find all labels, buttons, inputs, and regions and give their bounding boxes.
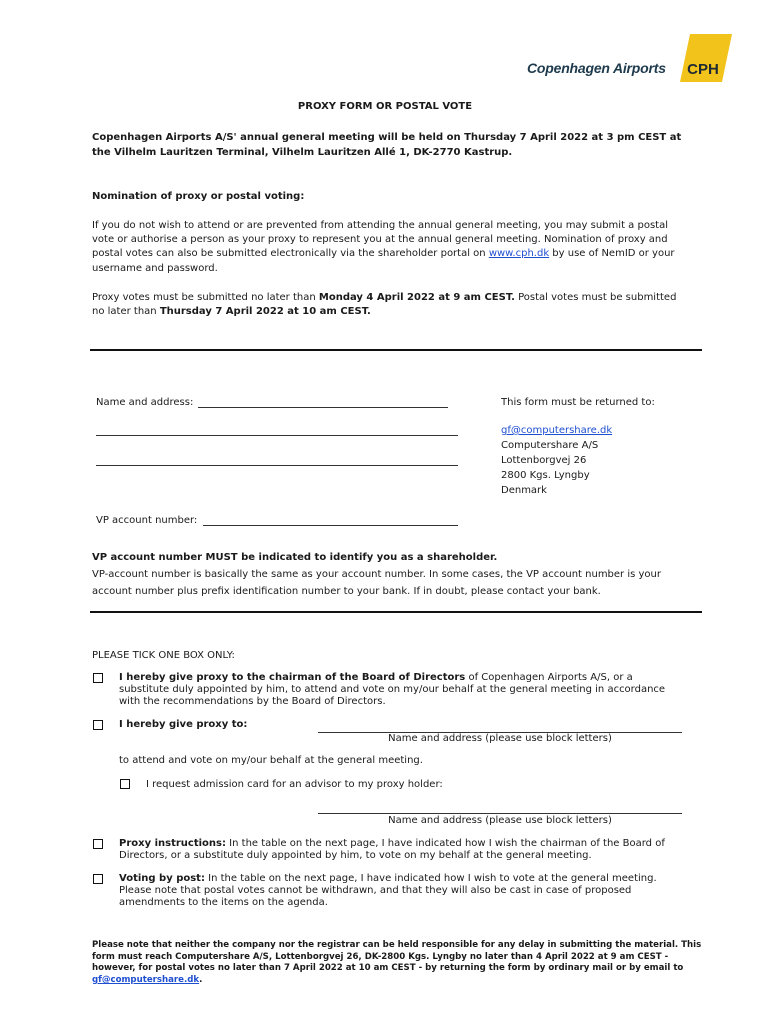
proxy-instructions-line-1 (119, 838, 665, 850)
chairman-proxy-checkbox[interactable] (93, 673, 103, 683)
intro-line-1: Copenhagen Airports A/S' annual general meeting will be held on Thursday 7 April 2022 at 3 pm CEST at (92, 132, 682, 143)
return-company: Computershare A/S (501, 440, 599, 451)
nomination-text-2: vote or authorise a person as your proxy to represent you at the annual general meeting. Nomination of proxy and (92, 234, 668, 245)
deadline-line-1 (92, 291, 676, 306)
nomination-text-4: username and password. (92, 263, 218, 274)
postal-vote-line-2: Please note that postal votes cannot be withdrawn, and that they will also be cast in case of proposed (119, 885, 632, 896)
vp-notice-heading: VP account number MUST be indicated to identify you as a shareholder. (92, 552, 498, 563)
section-divider-2 (90, 611, 702, 613)
nomination-text-3-post: by use of NemID or your (549, 248, 675, 259)
nomination-text-3 (92, 247, 675, 262)
vp-account-label: VP account number: (96, 515, 198, 526)
postal-deadline: Thursday 7 April 2022 at 10 am CEST. (159, 306, 371, 317)
tick-instruction: PLEASE TICK ONE BOX ONLY: (92, 650, 235, 661)
cph-website-link[interactable]: www.cph.dk (488, 248, 550, 259)
deadline-2-pre: no later than (92, 306, 160, 317)
nomination-heading: Nomination of proxy or postal voting: (92, 191, 305, 202)
postal-vote-line-1 (119, 873, 657, 885)
chairman-proxy-line-2: substitute duly appointed by him, to attend and vote on my/our behalf at the general meeting in accordance (119, 684, 666, 695)
cph-logo-icon (680, 34, 732, 82)
return-country: Denmark (501, 485, 547, 496)
proxy-instructions-line-2: Directors, or a substitute duly appointed by him, to vote on my behalf at the general meeting. (119, 850, 592, 861)
deadline-line-2 (92, 305, 371, 320)
vp-notice-line-2: account number plus prefix identification number to your bank. If in doubt, please contact your bank. (92, 586, 601, 597)
chairman-proxy-line-3: with the recommendations by the Board of Directors. (119, 696, 386, 707)
postal-vote-bold: Voting by post: (119, 873, 205, 884)
footer-notice-1: Please note that neither the company nor the registrar can be held responsible for any delay in submitting the material. This (92, 940, 702, 950)
name-address-field-1[interactable] (198, 407, 448, 408)
footer-period: . (199, 975, 203, 985)
chairman-proxy-bold: I hereby give proxy to the chairman of the Board of Directors (119, 672, 466, 683)
page-title: PROXY FORM OR POSTAL VOTE (297, 101, 473, 112)
name-address-label: Name and address: (96, 397, 194, 408)
return-city: 2800 Kgs. Lyngby (501, 470, 590, 481)
chairman-proxy-line-1 (119, 672, 633, 684)
named-proxy-checkbox[interactable] (93, 720, 103, 730)
footer-notice-3: however, for postal votes no later than 7 April 2022 at 10 am CEST - by returning the form by ordinary mail or by email to (92, 963, 684, 973)
postal-vote-line-3: amendments to the items on the agenda. (119, 897, 328, 908)
footer-notice-4 (92, 975, 202, 986)
attend-vote-text: to attend and vote on my/our behalf at the general meeting. (119, 755, 423, 766)
vp-account-field[interactable] (203, 525, 458, 526)
nomination-text-3-pre: postal votes can also be submitted electronically via the shareholder portal on (92, 248, 489, 259)
named-proxy-label: I hereby give proxy to: (119, 719, 248, 730)
proxy-instructions-post: In the table on the next page, I have indicated how I wish the chairman of the Board of (226, 838, 665, 849)
svg-text:CPH: CPH (687, 61, 719, 78)
advisor-checkbox[interactable] (120, 779, 130, 789)
company-logo-text: Copenhagen Airports (527, 60, 666, 76)
footer-email-link[interactable]: gf@computershare.dk (92, 975, 200, 985)
return-email-link[interactable]: gf@computershare.dk (501, 425, 613, 436)
footer-notice-2: form must reach Computershare A/S, Lottenborgvej 26, DK-2800 Kgs. Lyngby no later than 4 April 2022 at 9 am CEST - (92, 952, 669, 962)
block-letters-caption-2: Name and address (please use block letters) (388, 815, 612, 826)
return-heading: This form must be returned to: (501, 397, 655, 408)
nomination-text-1: If you do not wish to attend or are prevented from attending the annual general meeting, you may submit a postal (92, 220, 668, 231)
advisor-name-field[interactable] (318, 813, 682, 814)
proxy-instructions-bold: Proxy instructions: (119, 838, 226, 849)
name-address-field-2[interactable] (96, 435, 458, 436)
proxy-deadline: Monday 4 April 2022 at 9 am CEST. (318, 292, 515, 303)
deadline-post: Postal votes must be submitted (514, 292, 677, 303)
block-letters-caption: Name and address (please use block letters) (388, 733, 612, 744)
postal-vote-checkbox[interactable] (93, 874, 103, 884)
chairman-proxy-post: of Copenhagen Airports A/S, or a (465, 672, 633, 683)
proxy-instructions-checkbox[interactable] (93, 839, 103, 849)
vp-notice-line-1: VP-account number is basically the same as your account number. In some cases, the VP account number is your (92, 569, 661, 580)
section-divider (90, 349, 702, 351)
intro-line-2: the Vilhelm Lauritzen Terminal, Vilhelm Lauritzen Allé 1, DK-2770 Kastrup. (92, 147, 513, 158)
advisor-request-text: I request admission card for an advisor to my proxy holder: (146, 779, 443, 790)
name-address-field-3[interactable] (96, 465, 458, 466)
deadline-pre: Proxy votes must be submitted no later than (92, 292, 319, 303)
return-street: Lottenborgvej 26 (501, 455, 587, 466)
postal-vote-post: In the table on the next page, I have indicated how I wish to vote at the general meeting. (204, 873, 657, 884)
